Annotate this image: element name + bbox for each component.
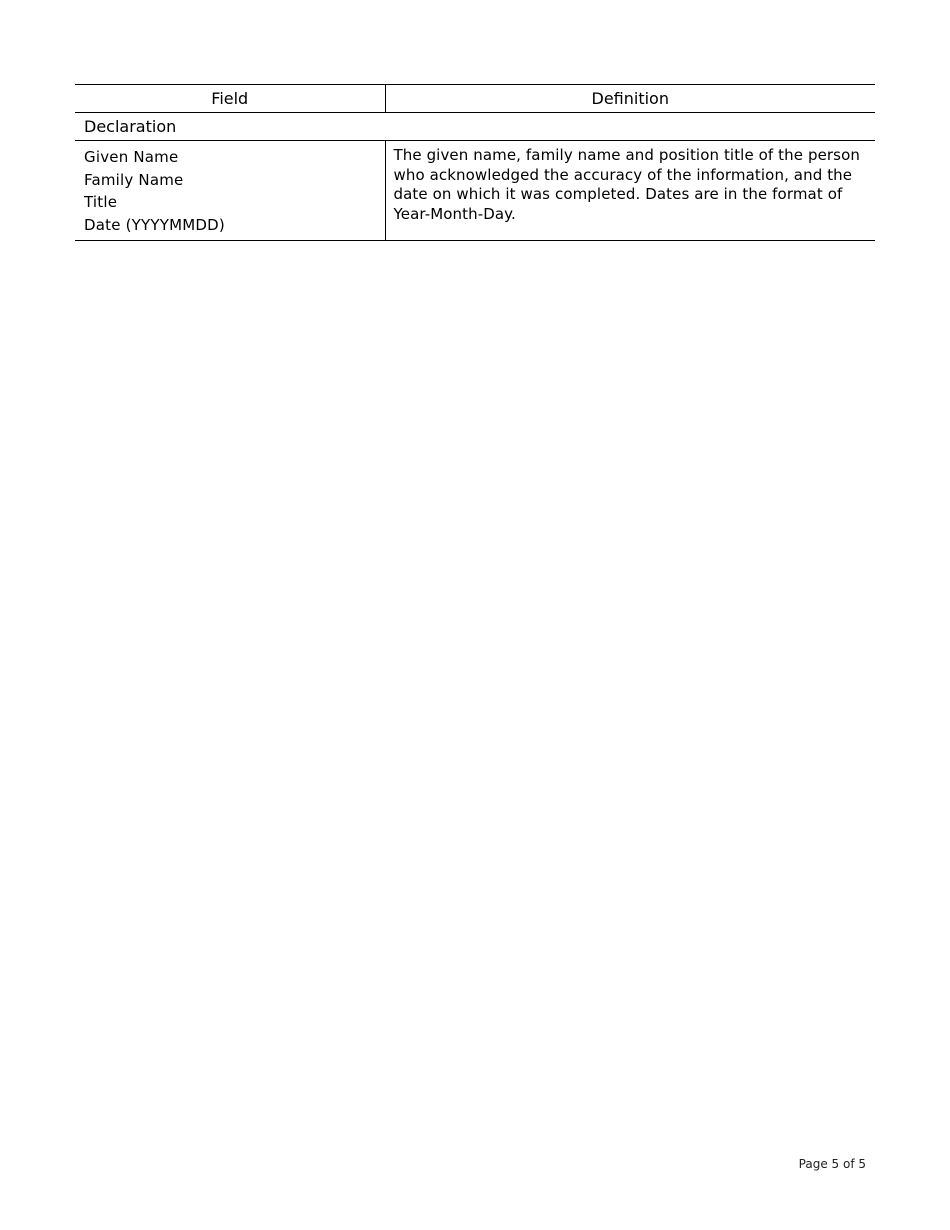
section-title-declaration: Declaration bbox=[75, 113, 875, 141]
field-names-cell bbox=[75, 141, 385, 241]
section-row bbox=[75, 113, 875, 141]
field-definition-table bbox=[75, 84, 875, 241]
table-header-row bbox=[75, 85, 875, 113]
field-name-date: Date (YYYYMMDD) bbox=[84, 215, 225, 234]
column-header-field: Field bbox=[75, 85, 385, 113]
table-row bbox=[75, 141, 875, 241]
column-header-definition: Definition bbox=[385, 85, 875, 113]
field-name-given-name: Given Name bbox=[84, 148, 179, 166]
definition-cell: The given name, family name and position title of the person who acknowledged the accuracy of the information, and the date on which it was completed. Dates are in the format of Year-Month-Day. bbox=[385, 141, 875, 241]
field-name-title: Title bbox=[84, 193, 118, 211]
page-number: Page 5 of 5 bbox=[798, 1157, 866, 1171]
field-name-family-name: Family Name bbox=[84, 170, 184, 189]
